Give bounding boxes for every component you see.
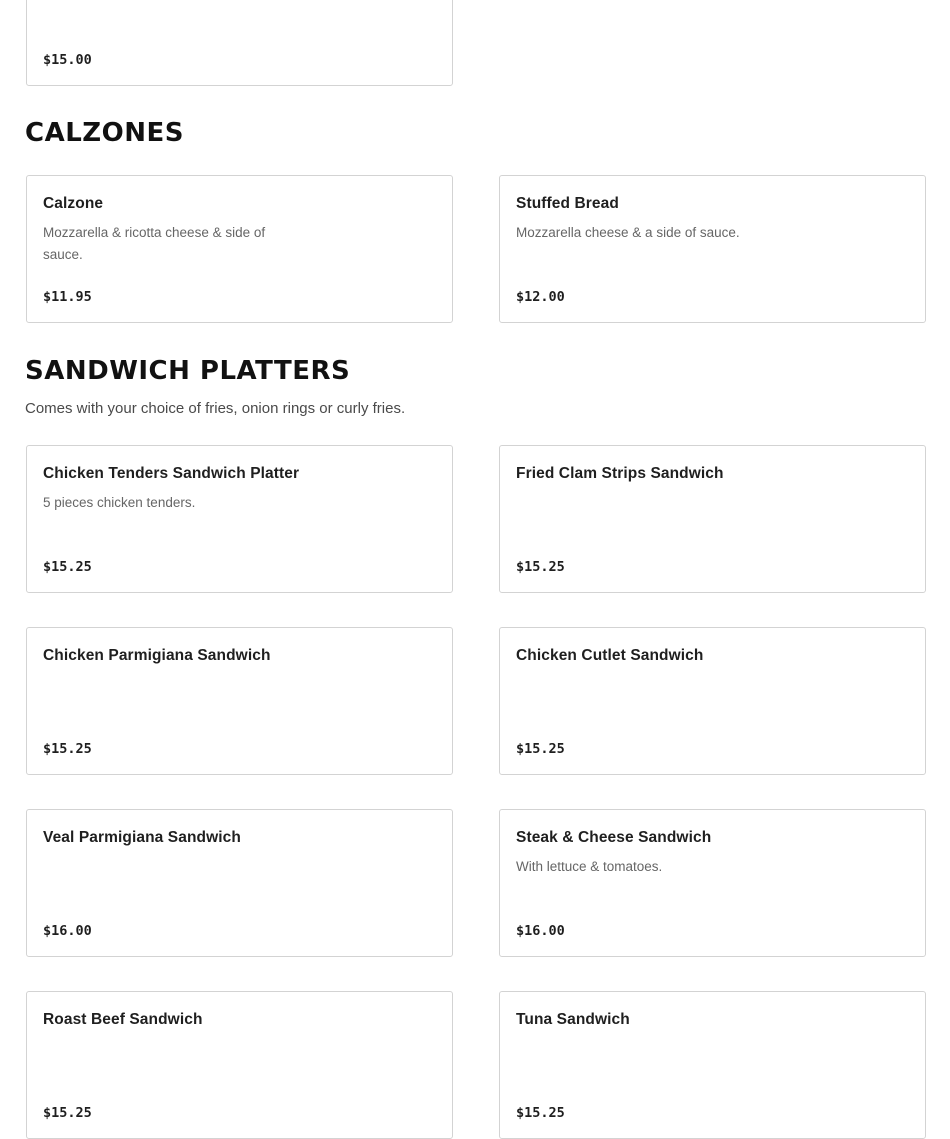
section-title-sandwich-platters: SANDWICH PLATTERS [25, 356, 351, 386]
item-name: Steak & Cheese Sandwich [516, 829, 712, 846]
item-price: $15.25 [516, 741, 565, 757]
section-title-calzones: CALZONES [25, 118, 184, 148]
item-description: Mozzarella cheese & a side of sauce. [516, 225, 740, 240]
menu-item-card[interactable] [26, 175, 453, 323]
item-price: $12.00 [516, 289, 565, 305]
item-description: With lettuce & tomatoes. [516, 859, 663, 874]
menu-item-card[interactable] [26, 445, 453, 593]
item-name: Fried Clam Strips Sandwich [516, 465, 724, 482]
menu-item-card[interactable] [499, 809, 926, 957]
item-name: Stuffed Bread [516, 195, 619, 212]
menu-item-card[interactable] [499, 991, 926, 1139]
item-price: $15.25 [43, 741, 92, 757]
item-price: $15.25 [516, 1105, 565, 1121]
item-description: Mozzarella & ricotta cheese & side of sauce. [43, 225, 266, 262]
menu-item-card[interactable] [26, 627, 453, 775]
item-name: Chicken Parmigiana Sandwich [43, 647, 271, 664]
item-name: Veal Parmigiana Sandwich [43, 829, 241, 846]
item-name: Chicken Tenders Sandwich Platter [43, 465, 300, 482]
item-price: $15.25 [43, 1105, 92, 1121]
item-price: $15.25 [516, 559, 565, 575]
menu-item-card[interactable] [499, 445, 926, 593]
menu-item-card[interactable] [499, 627, 926, 775]
item-name: Roast Beef Sandwich [43, 1011, 203, 1028]
item-price: $11.95 [43, 289, 92, 305]
section-subtitle: Comes with your choice of fries, onion rings or curly fries. [25, 400, 406, 417]
item-name: Calzone [43, 195, 104, 212]
menu-item-card[interactable] [499, 175, 926, 323]
item-price: $16.00 [516, 923, 565, 939]
item-description: 5 pieces chicken tenders. [43, 495, 196, 510]
item-price: $15.25 [43, 559, 92, 575]
menu-item-card[interactable] [26, 809, 453, 957]
menu-item-card[interactable] [26, 0, 453, 86]
item-name: Tuna Sandwich [516, 1011, 630, 1028]
item-name: Chicken Cutlet Sandwich [516, 647, 704, 664]
item-price: $16.00 [43, 923, 92, 939]
item-price: $15.00 [43, 52, 92, 68]
menu-item-card[interactable] [26, 991, 453, 1139]
